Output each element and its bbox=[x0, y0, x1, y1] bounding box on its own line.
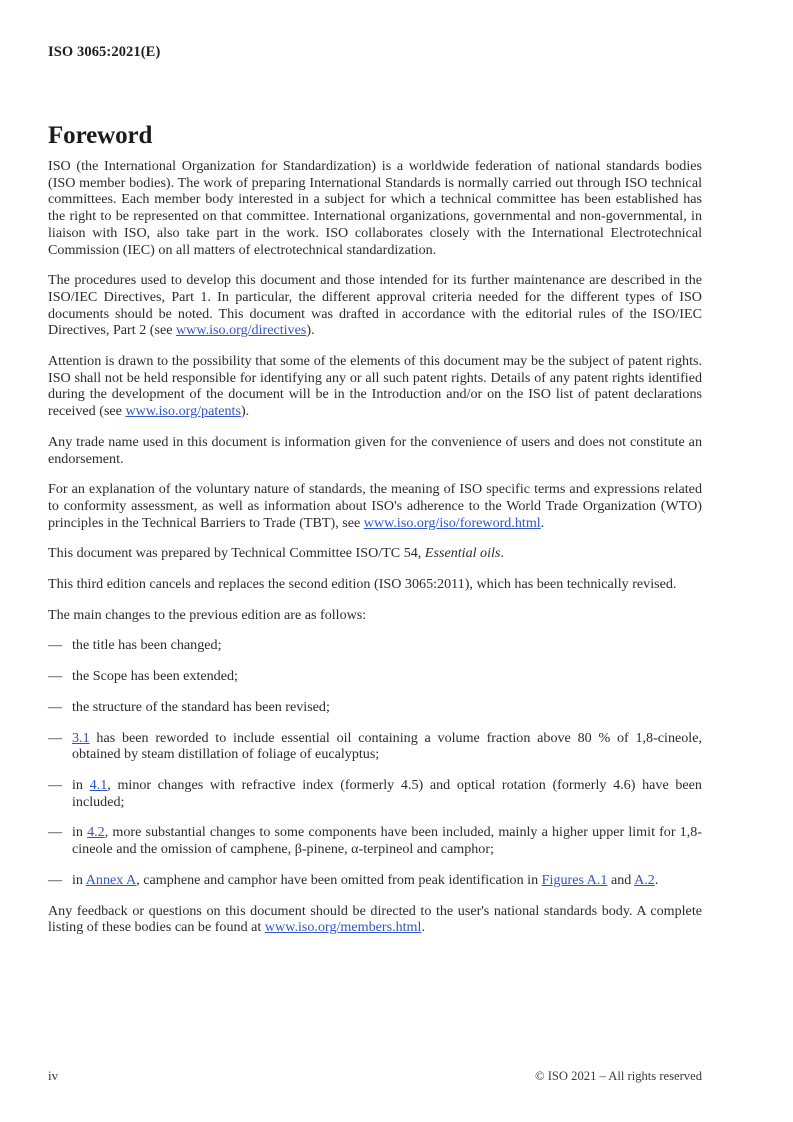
list-item-text: the structure of the standard has been revised; bbox=[72, 698, 330, 715]
paragraph-technical-committee-tail: . bbox=[500, 545, 504, 562]
list-item bbox=[48, 872, 702, 889]
paragraph-technical-committee bbox=[48, 545, 702, 562]
list-item bbox=[48, 668, 702, 685]
link-clause-3-1[interactable]: 3.1 bbox=[72, 729, 90, 746]
list-item bbox=[48, 730, 702, 763]
list-dash-icon: — bbox=[48, 668, 63, 685]
running-head: ISO 3065:2021(E) bbox=[48, 44, 161, 60]
list-item bbox=[48, 777, 702, 810]
link-iso-directives[interactable]: www.iso.org/directives bbox=[175, 322, 307, 339]
list-dash-icon: — bbox=[48, 637, 63, 654]
paragraph-patent-rights-tail: ). bbox=[240, 403, 250, 420]
link-figure-a-1[interactable]: Figures A.1 bbox=[541, 871, 608, 888]
paragraph-iso-definition: ISO (the International Organization for Standardization) is a worldwide federation of national standards bodies (ISO member bodies). The work of preparing International Standards is normally carried out through ISO technical committees. Each member body interested in a subject for which a technical committee has been established has the right to be represented on that committee. International organizations, governmental and non-governmental, in liaison with ISO, also take part in the work. ISO collaborates closely with the International Electrotechnical Commission (IEC) on all matters of electrotechnical standardization. bbox=[48, 158, 702, 258]
paragraph-procedures-tail: ). bbox=[306, 322, 315, 339]
list-item-text: in bbox=[72, 824, 88, 841]
list-item-text-middle: , camphene and camphor have been omitted from peak identification in bbox=[136, 871, 542, 888]
list-item-text-tail: , more substantial changes to some components have been included, mainly a higher upper limit for 1,8-cineole and the omission of camphene, β-pinene, α-terpineol and camphor; bbox=[72, 824, 702, 858]
foreword-body bbox=[48, 158, 702, 950]
list-item-text-tail: has been reworded to include essential oil containing a volume fraction above 80 % of 1,8-cineole, obtained by steam distillation of foliage of eucalyptus; bbox=[72, 729, 702, 763]
list-item-text: in bbox=[72, 776, 90, 793]
paragraph-wto-tbt bbox=[48, 481, 702, 531]
link-iso-patents[interactable]: www.iso.org/patents bbox=[125, 403, 241, 420]
page-number: iv bbox=[48, 1068, 59, 1083]
paragraph-wto-tbt-tail: . bbox=[540, 514, 545, 531]
paragraph-patent-rights-text: Attention is drawn to the possibility that some of the elements of this document may be the subject of patent rights. ISO shall not be held responsible for identifying any or all such patent rights. Details of any patent rights identified during the development of the document will be in the Introduction and/or on the ISO list of patent declarations received (see bbox=[48, 353, 702, 420]
paragraph-technical-committee-text: This document was prepared by Technical Committee ISO/TC 54, bbox=[48, 545, 425, 562]
link-iso-foreword[interactable]: www.iso.org/iso/foreword.html bbox=[363, 514, 541, 531]
paragraph-feedback-tail: . bbox=[421, 919, 425, 936]
paragraph-feedback-text: Any feedback or questions on this document should be directed to the user's national standards body. A complete listing of these bodies can be found at bbox=[48, 902, 702, 936]
paragraph-main-changes-intro: The main changes to the previous edition are as follows: bbox=[48, 606, 367, 623]
list-item-text: the Scope has been extended; bbox=[72, 668, 238, 685]
list-item-text-tail: . bbox=[654, 871, 659, 888]
paragraph-procedures bbox=[48, 272, 702, 339]
list-item-text: the title has been changed; bbox=[72, 637, 222, 654]
paragraph-procedures-text: The procedures used to develop this document and those intended for its further maintenance are described in the ISO/IEC Directives, Part 1. In particular, the different approval criteria needed for the different types of ISO documents should be noted. This document was drafted in accordance with the editorial rules of the ISO/IEC Directives, Part 2 (see bbox=[48, 272, 702, 339]
paragraph-feedback bbox=[48, 903, 702, 936]
list-item bbox=[48, 699, 702, 716]
list-dash-icon: — bbox=[48, 871, 63, 888]
list-dash-icon: — bbox=[48, 729, 63, 746]
changes-list bbox=[48, 637, 702, 888]
list-item-text-middle-2: and bbox=[607, 871, 635, 888]
paragraph-trade-name: Any trade name used in this document is information given for the convenience of users and does not constitute an endorsement. bbox=[48, 433, 702, 467]
list-item-text: in bbox=[72, 871, 86, 888]
list-dash-icon: — bbox=[48, 824, 63, 841]
page-footer bbox=[48, 1068, 702, 1084]
committee-scope-title: Essential oils bbox=[424, 545, 501, 562]
page-title: Foreword bbox=[48, 121, 153, 149]
list-item bbox=[48, 824, 702, 857]
link-clause-4-2[interactable]: 4.2 bbox=[87, 824, 105, 841]
link-annex-a[interactable]: Annex A bbox=[85, 871, 137, 888]
link-figure-a-2[interactable]: A.2 bbox=[634, 871, 655, 888]
paragraph-patent-rights bbox=[48, 353, 702, 420]
list-dash-icon: — bbox=[48, 698, 63, 715]
copyright-notice: © ISO 2021 – All rights reserved bbox=[535, 1069, 702, 1083]
list-dash-icon: — bbox=[48, 776, 63, 793]
list-item bbox=[48, 637, 702, 654]
link-clause-4-1[interactable]: 4.1 bbox=[89, 776, 108, 793]
paragraph-wto-tbt-text: For an explanation of the voluntary nature of standards, the meaning of ISO specific terms and expressions related to conformity assessment, as well as information about ISO's adherence to the World Trade Organization (WTO) principles in the Technical Barriers to Trade (TBT), see bbox=[48, 481, 702, 531]
list-item-text-tail: , minor changes with refractive index (formerly 4.5) and optical rotation (formerly 4.6) have been included; bbox=[72, 776, 702, 810]
paragraph-third-edition: This third edition cancels and replaces the second edition (ISO 3065:2011), which has been technically revised. bbox=[48, 576, 677, 593]
link-iso-members[interactable]: www.iso.org/members.html bbox=[264, 919, 422, 936]
